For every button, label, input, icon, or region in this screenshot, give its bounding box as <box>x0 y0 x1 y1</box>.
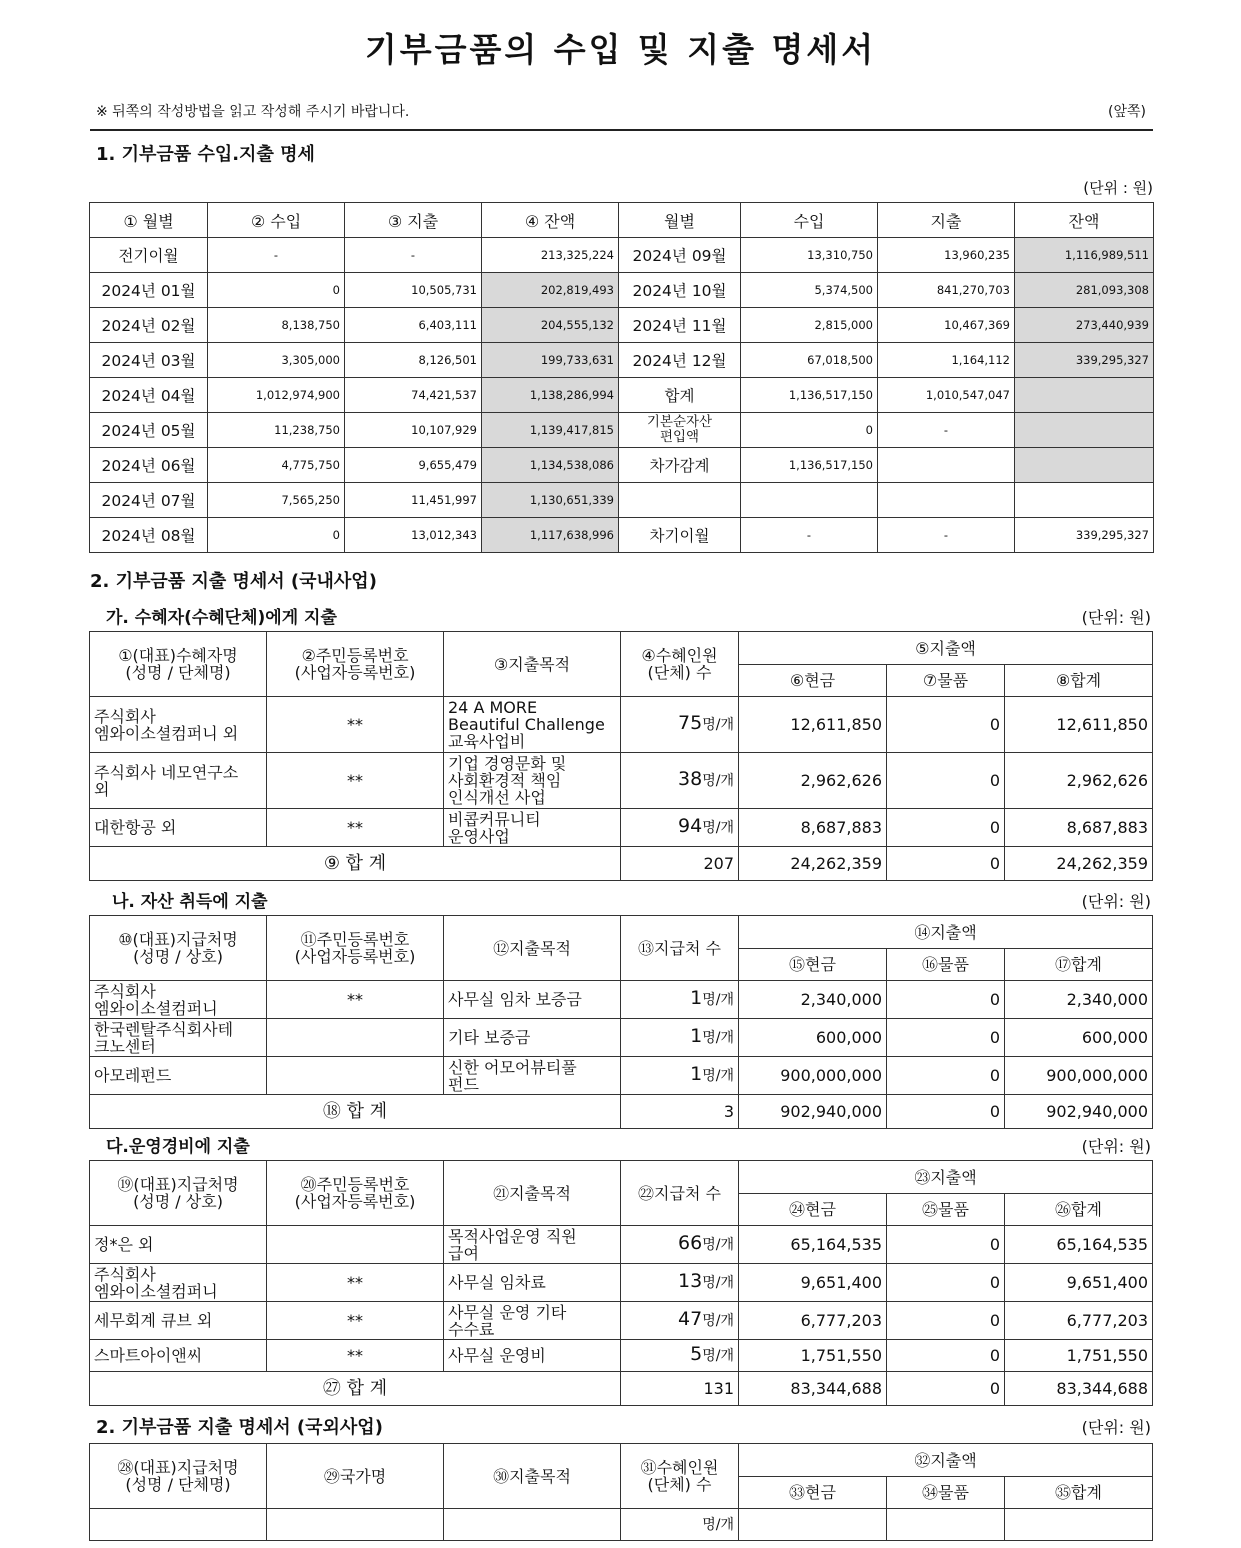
income-cell: 2,815,000 <box>741 308 878 343</box>
count-cell <box>621 1340 739 1372</box>
month-cell: 차기이월 <box>619 518 741 553</box>
col-expense: ③ 지출 <box>345 203 482 238</box>
name-cell: 아모레펀드 <box>90 1057 267 1095</box>
cash-cell: 6,777,203 <box>739 1302 887 1340</box>
count-unit: 명/개 <box>702 773 734 789</box>
month-cell: 2024년 09월 <box>619 238 741 273</box>
table-row <box>90 1302 1153 1340</box>
balance-cell <box>1015 483 1154 518</box>
cash-cell: 9,651,400 <box>739 1264 887 1302</box>
table-row <box>90 1264 1153 1302</box>
col-total: ㉟합계 <box>1005 1477 1153 1509</box>
balance-cell: 1,139,417,815 <box>482 413 619 448</box>
col-registration-number: ㉙국가명 <box>267 1444 444 1509</box>
income-cell: - <box>208 238 345 273</box>
goods-cell: 0 <box>887 1226 1005 1264</box>
count-unit: 명/개 <box>702 820 734 836</box>
goods-cell: 0 <box>887 1302 1005 1340</box>
count-value: 5 <box>690 1343 703 1365</box>
table-row <box>90 1226 1153 1264</box>
balance-cell: 339,295,327 <box>1015 343 1154 378</box>
name-cell <box>90 1509 267 1541</box>
section2c-heading: 다.운영경비에 지출 <box>106 1137 250 1157</box>
balance-cell <box>1015 413 1154 448</box>
sum-count: 131 <box>621 1372 739 1406</box>
total-cell: 1,751,550 <box>1005 1340 1153 1372</box>
month-cell: 2024년 03월 <box>90 343 208 378</box>
table-row <box>90 518 1154 553</box>
col-income-2: 수입 <box>741 203 878 238</box>
sum-goods: 0 <box>887 1372 1005 1406</box>
expense-cell: - <box>878 413 1015 448</box>
col-registration-number: ⑳주민등록번호 (사업자등록번호) <box>267 1161 444 1226</box>
section2b-unit: (단위: 원) <box>1081 892 1151 911</box>
col-goods: ⑦물품 <box>887 665 1005 697</box>
col-count: ④수혜인원 (단체) 수 <box>621 632 739 697</box>
goods-cell: 0 <box>887 1019 1005 1057</box>
cash-cell: 900,000,000 <box>739 1057 887 1095</box>
section2a-unit: (단위: 원) <box>1081 608 1151 627</box>
section3-heading: 2. 기부금품 지출 명세서 (국외사업) <box>96 1417 383 1438</box>
section2-heading: 2. 기부금품 지출 명세서 (국내사업) <box>90 571 377 592</box>
month-cell: 2024년 10월 <box>619 273 741 308</box>
sum-row <box>90 847 1153 881</box>
count-cell <box>621 1264 739 1302</box>
id-cell: ** <box>267 809 444 847</box>
sum-cash: 83,344,688 <box>739 1372 887 1406</box>
balance-cell: 1,116,989,511 <box>1015 238 1154 273</box>
sum-row <box>90 1095 1153 1129</box>
section2b-heading: 나. 자산 취득에 지출 <box>112 892 268 912</box>
goods-cell: 0 <box>887 809 1005 847</box>
balance-cell: 273,440,939 <box>1015 308 1154 343</box>
count-cell <box>621 1302 739 1340</box>
count-cell <box>621 981 739 1019</box>
name-cell: 스마트아이앤씨 <box>90 1340 267 1372</box>
income-cell: 1,136,517,150 <box>741 448 878 483</box>
section1-unit: (단위 : 원) <box>1083 179 1153 197</box>
col-count: ㉛수혜인원 (단체) 수 <box>621 1444 739 1509</box>
id-cell <box>267 1057 444 1095</box>
count-unit: 명/개 <box>702 717 734 733</box>
purpose-cell: 사무실 임차료 <box>444 1264 621 1302</box>
goods-cell: 0 <box>887 1057 1005 1095</box>
table-row <box>90 308 1154 343</box>
col-recipient-name: ⑲(대표)지급처명 (성명 / 상호) <box>90 1161 267 1226</box>
name-cell: 세무회계 큐브 외 <box>90 1302 267 1340</box>
count-value: 94 <box>678 815 703 837</box>
month-cell: 2024년 12월 <box>619 343 741 378</box>
col-goods: ⑯물품 <box>887 949 1005 981</box>
expense-cell: 74,421,537 <box>345 378 482 413</box>
table-row <box>90 343 1154 378</box>
count-value: 1 <box>690 1063 703 1085</box>
total-cell: 2,962,626 <box>1005 753 1153 809</box>
col-count: ㉒지급처 수 <box>621 1161 739 1226</box>
col-cash: ⑮현금 <box>739 949 887 981</box>
income-cell <box>741 483 878 518</box>
count-value: 13 <box>678 1270 703 1292</box>
count-value: 47 <box>678 1308 703 1330</box>
total-cell: 8,687,883 <box>1005 809 1153 847</box>
count-cell <box>621 1019 739 1057</box>
goods-cell: 0 <box>887 697 1005 753</box>
income-expense-table <box>89 202 1154 553</box>
income-cell: 7,565,250 <box>208 483 345 518</box>
goods-cell: 0 <box>887 1264 1005 1302</box>
expense-cell: 8,126,501 <box>345 343 482 378</box>
count-value: 1 <box>690 1025 703 1047</box>
month-cell: 2024년 05월 <box>90 413 208 448</box>
expense-cell: 10,467,369 <box>878 308 1015 343</box>
col-goods: ㉞물품 <box>887 1477 1005 1509</box>
col-expense-amount: ⑤지출액 <box>739 632 1153 665</box>
sum-label: ㉗ 합 계 <box>90 1372 621 1406</box>
count-value: 66 <box>678 1232 703 1254</box>
operating-expense-table <box>89 1160 1153 1406</box>
total-cell: 600,000 <box>1005 1019 1153 1057</box>
sum-label: ⑨ 합 계 <box>90 847 621 881</box>
col-expense-amount: ㉜지출액 <box>739 1444 1153 1477</box>
month-cell: 2024년 11월 <box>619 308 741 343</box>
table-row <box>90 378 1154 413</box>
count-unit: 명/개 <box>702 1275 734 1291</box>
purpose-cell: 24 A MORE Beautiful Challenge 교육사업비 <box>444 697 621 753</box>
count-unit: 명/개 <box>702 1068 734 1084</box>
col-purpose: ㉑지출목적 <box>444 1161 621 1226</box>
col-income: ② 수입 <box>208 203 345 238</box>
col-balance-2: 잔액 <box>1015 203 1154 238</box>
col-recipient-name: ①(대표)수혜자명 (성명 / 단체명) <box>90 632 267 697</box>
income-cell: 4,775,750 <box>208 448 345 483</box>
month-cell: 2024년 04월 <box>90 378 208 413</box>
income-cell: 0 <box>741 413 878 448</box>
table-row <box>90 697 1153 753</box>
sum-total: 24,262,359 <box>1005 847 1153 881</box>
balance-cell: 202,819,493 <box>482 273 619 308</box>
cash-cell: 2,962,626 <box>739 753 887 809</box>
count-unit: 명/개 <box>702 1348 734 1364</box>
sum-cash: 24,262,359 <box>739 847 887 881</box>
cash-cell <box>739 1509 887 1541</box>
expense-cell: - <box>345 238 482 273</box>
goods-cell <box>887 1509 1005 1541</box>
expense-cell: 10,107,929 <box>345 413 482 448</box>
col-purpose: ㉚지출목적 <box>444 1444 621 1509</box>
month-cell: 합계 <box>619 378 741 413</box>
table-row <box>90 238 1154 273</box>
section1-heading: 1. 기부금품 수입.지출 명세 <box>96 144 315 165</box>
total-cell: 900,000,000 <box>1005 1057 1153 1095</box>
expense-cell: 13,012,343 <box>345 518 482 553</box>
expense-cell: 11,451,997 <box>345 483 482 518</box>
col-purpose: ③지출목적 <box>444 632 621 697</box>
purpose-cell: 목적사업운영 직원 급여 <box>444 1226 621 1264</box>
sum-total: 902,940,000 <box>1005 1095 1153 1129</box>
total-cell: 2,340,000 <box>1005 981 1153 1019</box>
table-row <box>90 1340 1153 1372</box>
income-cell: 13,310,750 <box>741 238 878 273</box>
sum-row <box>90 1372 1153 1406</box>
col-purpose: ⑫지출목적 <box>444 916 621 981</box>
name-cell: 한국렌탈주식회사테 크노센터 <box>90 1019 267 1057</box>
month-cell <box>619 483 741 518</box>
goods-cell: 0 <box>887 753 1005 809</box>
col-expense-amount: ⑭지출액 <box>739 916 1153 949</box>
income-cell: 0 <box>208 518 345 553</box>
total-cell: 9,651,400 <box>1005 1264 1153 1302</box>
name-cell: 주식회사 엠와이소셜컴퍼니 외 <box>90 697 267 753</box>
section2c-unit: (단위: 원) <box>1081 1137 1151 1156</box>
income-cell: 67,018,500 <box>741 343 878 378</box>
sum-goods: 0 <box>887 847 1005 881</box>
purpose-cell: 비콥커뮤니티 운영사업 <box>444 809 621 847</box>
expense-cell: 10,505,731 <box>345 273 482 308</box>
total-cell <box>1005 1509 1153 1541</box>
col-recipient-name: ㉘(대표)지급처명 (성명 / 단체명) <box>90 1444 267 1509</box>
table-row <box>90 413 1154 448</box>
purpose-cell: 신한 어모어뷰티풀 펀드 <box>444 1057 621 1095</box>
table-row <box>90 753 1153 809</box>
expense-cell: 1,010,547,047 <box>878 378 1015 413</box>
balance-cell <box>1015 378 1154 413</box>
expense-cell <box>878 448 1015 483</box>
section2a-heading: 가. 수혜자(수혜단체)에게 지출 <box>106 608 337 628</box>
month-cell: 전기이월 <box>90 238 208 273</box>
instruction-note: ※ 뒤쪽의 작성방법을 읽고 작성해 주시기 바랍니다. <box>96 104 410 120</box>
balance-cell: 281,093,308 <box>1015 273 1154 308</box>
page-side-label: (앞쪽) <box>1108 104 1146 120</box>
goods-cell: 0 <box>887 981 1005 1019</box>
income-cell: - <box>741 518 878 553</box>
income-cell: 5,374,500 <box>741 273 878 308</box>
col-recipient-name: ⑩(대표)지급처명 (성명 / 상호) <box>90 916 267 981</box>
balance-cell: 1,130,651,339 <box>482 483 619 518</box>
table-row <box>90 483 1154 518</box>
balance-cell: 199,733,631 <box>482 343 619 378</box>
cash-cell: 8,687,883 <box>739 809 887 847</box>
col-expense-amount: ㉓지출액 <box>739 1161 1153 1194</box>
purpose-cell: 기업 경영문화 및 사회환경적 책임 인식개선 사업 <box>444 753 621 809</box>
cash-cell: 12,611,850 <box>739 697 887 753</box>
expense-cell: 1,164,112 <box>878 343 1015 378</box>
month-cell: 2024년 01월 <box>90 273 208 308</box>
count-cell <box>621 809 739 847</box>
count-cell <box>621 1226 739 1264</box>
sum-label: ⑱ 합 계 <box>90 1095 621 1129</box>
cash-cell: 600,000 <box>739 1019 887 1057</box>
balance-cell <box>1015 448 1154 483</box>
col-cash: ㉝현금 <box>739 1477 887 1509</box>
month-cell: 2024년 06월 <box>90 448 208 483</box>
count-unit: 명/개 <box>702 1313 734 1329</box>
balance-cell: 339,295,327 <box>1015 518 1154 553</box>
income-cell: 11,238,750 <box>208 413 345 448</box>
col-total: ⑰합계 <box>1005 949 1153 981</box>
balance-cell: 1,117,638,996 <box>482 518 619 553</box>
table-row <box>90 273 1154 308</box>
col-total: ㉖합계 <box>1005 1194 1153 1226</box>
total-cell: 12,611,850 <box>1005 697 1153 753</box>
balance-cell: 1,138,286,994 <box>482 378 619 413</box>
id-cell <box>267 1226 444 1264</box>
purpose-cell: 사무실 운영 기타 수수료 <box>444 1302 621 1340</box>
sum-cash: 902,940,000 <box>739 1095 887 1129</box>
col-month: ① 월별 <box>90 203 208 238</box>
id-cell: ** <box>267 1302 444 1340</box>
balance-cell: 213,325,224 <box>482 238 619 273</box>
table-row <box>90 448 1154 483</box>
id-cell <box>267 1019 444 1057</box>
income-cell: 0 <box>208 273 345 308</box>
col-cash: ⑥현금 <box>739 665 887 697</box>
expense-cell: 841,270,703 <box>878 273 1015 308</box>
document-title: 기부금품의 수입 및 지출 명세서 <box>364 30 877 69</box>
top-divider <box>90 129 1153 131</box>
sum-total: 83,344,688 <box>1005 1372 1153 1406</box>
expense-cell: 13,960,235 <box>878 238 1015 273</box>
col-balance: ④ 잔액 <box>482 203 619 238</box>
goods-cell: 0 <box>887 1340 1005 1372</box>
purpose-cell: 사무실 임차 보증금 <box>444 981 621 1019</box>
expense-cell <box>878 483 1015 518</box>
total-cell: 65,164,535 <box>1005 1226 1153 1264</box>
name-cell: 주식회사 네모연구소 외 <box>90 753 267 809</box>
col-total: ⑧합계 <box>1005 665 1153 697</box>
purpose-cell: 기타 보증금 <box>444 1019 621 1057</box>
income-cell: 1,136,517,150 <box>741 378 878 413</box>
table-row <box>90 1019 1153 1057</box>
header-row <box>90 916 1153 949</box>
total-cell: 6,777,203 <box>1005 1302 1153 1340</box>
section3-unit: (단위: 원) <box>1081 1418 1151 1437</box>
name-cell: 주식회사 엠와이소셜컴퍼니 <box>90 1264 267 1302</box>
overseas-expense-table <box>89 1443 1153 1541</box>
cash-cell: 65,164,535 <box>739 1226 887 1264</box>
expense-cell: 9,655,479 <box>345 448 482 483</box>
header-row <box>90 632 1153 665</box>
id-cell: ** <box>267 981 444 1019</box>
month-cell: 2024년 07월 <box>90 483 208 518</box>
sum-count: 207 <box>621 847 739 881</box>
id-cell: ** <box>267 753 444 809</box>
count-unit: 명/개 <box>702 1237 734 1253</box>
beneficiary-expense-table <box>89 631 1153 881</box>
id-cell: ** <box>267 1264 444 1302</box>
header-row <box>90 1161 1153 1194</box>
asset-expense-table <box>89 915 1153 1129</box>
col-goods: ㉕물품 <box>887 1194 1005 1226</box>
name-cell: 주식회사 엠와이소셜컴퍼니 <box>90 981 267 1019</box>
purpose-cell <box>444 1509 621 1541</box>
col-cash: ㉔현금 <box>739 1194 887 1226</box>
count-cell <box>621 697 739 753</box>
table-row <box>90 809 1153 847</box>
sum-count: 3 <box>621 1095 739 1129</box>
id-cell <box>267 1509 444 1541</box>
count-value: 38 <box>678 768 703 790</box>
count-unit: 명/개 <box>702 1030 734 1046</box>
month-cell: 기본순자산 편입액 <box>619 413 741 448</box>
income-cell: 1,012,974,900 <box>208 378 345 413</box>
income-cell: 8,138,750 <box>208 308 345 343</box>
id-cell: ** <box>267 697 444 753</box>
count-cell <box>621 1057 739 1095</box>
header-row <box>90 1444 1153 1477</box>
balance-cell: 1,134,538,086 <box>482 448 619 483</box>
income-cell: 3,305,000 <box>208 343 345 378</box>
table-row <box>90 1509 1153 1541</box>
count-value: 1 <box>690 987 703 1009</box>
count-value: 75 <box>678 712 703 734</box>
table-row <box>90 981 1153 1019</box>
month-cell: 2024년 08월 <box>90 518 208 553</box>
cash-cell: 1,751,550 <box>739 1340 887 1372</box>
col-registration-number: ②주민등록번호 (사업자등록번호) <box>267 632 444 697</box>
count-unit: 명/개 <box>702 1517 734 1533</box>
count-cell <box>621 1509 739 1541</box>
col-expense-2: 지출 <box>878 203 1015 238</box>
id-cell: ** <box>267 1340 444 1372</box>
col-registration-number: ⑪주민등록번호 (사업자등록번호) <box>267 916 444 981</box>
month-cell: 2024년 02월 <box>90 308 208 343</box>
balance-cell: 204,555,132 <box>482 308 619 343</box>
col-month-2: 월별 <box>619 203 741 238</box>
count-cell <box>621 753 739 809</box>
name-cell: 대한항공 외 <box>90 809 267 847</box>
sum-goods: 0 <box>887 1095 1005 1129</box>
count-unit: 명/개 <box>702 992 734 1008</box>
cash-cell: 2,340,000 <box>739 981 887 1019</box>
col-count: ⑬지급처 수 <box>621 916 739 981</box>
purpose-cell: 사무실 운영비 <box>444 1340 621 1372</box>
table-row <box>90 1057 1153 1095</box>
month-cell: 차가감계 <box>619 448 741 483</box>
expense-cell: 6,403,111 <box>345 308 482 343</box>
expense-cell: - <box>878 518 1015 553</box>
table-header-row <box>90 203 1154 238</box>
name-cell: 정*은 외 <box>90 1226 267 1264</box>
